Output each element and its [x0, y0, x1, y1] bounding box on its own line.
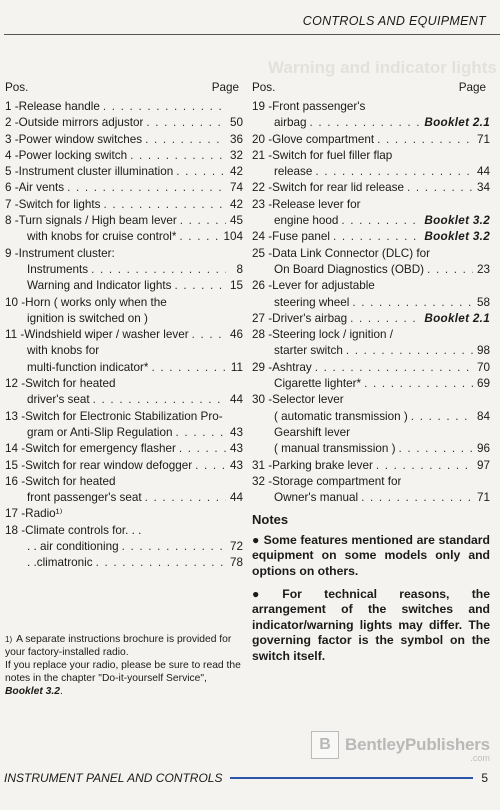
- item-text: with knobs for cruise control*: [27, 230, 177, 244]
- page-reference: 74: [229, 181, 243, 195]
- page-reference: 70: [476, 360, 490, 374]
- list-item-line: [252, 164, 490, 180]
- page-reference: Booklet 3.2: [424, 230, 490, 244]
- list-item-line: [5, 425, 243, 441]
- dot-leader: [376, 458, 473, 474]
- item-text: Air vents: [18, 181, 65, 195]
- item-text: Switch for rear window defogger: [25, 458, 193, 472]
- dot-leader: [67, 180, 226, 196]
- list-item-line: [252, 132, 490, 148]
- list-item-line: [252, 376, 490, 392]
- footnote-booklet-ref: Booklet 3.2: [5, 686, 60, 697]
- note-text: Some features mentioned are standard equipment on some models only and options on others.: [252, 532, 490, 578]
- item-text: engine hood: [274, 214, 339, 228]
- dot-leader: [176, 164, 226, 180]
- list-item-line: [252, 295, 490, 311]
- item-number: 15 -: [5, 458, 26, 472]
- list-item-line: [252, 343, 490, 359]
- page-reference: 72: [229, 540, 243, 554]
- dot-leader: [346, 343, 473, 359]
- list-item: [252, 197, 490, 230]
- list-item: [252, 99, 490, 132]
- list-item: [252, 360, 490, 393]
- publisher-logo: [311, 731, 490, 763]
- dot-leader: [145, 490, 226, 506]
- item-text: Front passenger's: [272, 100, 366, 113]
- item-number: 26 -: [252, 279, 273, 293]
- dot-leader: [176, 425, 226, 441]
- item-text: Switch for heated: [25, 377, 116, 391]
- item-text: Warning and Indicator lights: [27, 279, 172, 293]
- item-text: . . air conditioning: [27, 540, 119, 554]
- item-number: 31 -: [252, 458, 273, 472]
- list-item-line: [5, 115, 243, 131]
- dot-leader: [103, 99, 226, 115]
- dot-leader: [310, 115, 422, 131]
- list-item-line: [5, 311, 243, 327]
- page-reference: 71: [476, 491, 490, 505]
- item-text: starter switch: [274, 344, 343, 358]
- page-reference: 32: [229, 148, 243, 162]
- item-text: Data Link Connector (DLC) for: [272, 246, 430, 260]
- list-item-line: [252, 278, 490, 294]
- footnote-line2: If you replace your radio, please be sure to read the notes in the chapter "Do-it-yourself Service",: [5, 660, 241, 684]
- dot-leader: [103, 197, 226, 213]
- list-item-line: [252, 474, 490, 490]
- page-reference: 34: [476, 181, 490, 195]
- item-text: Lever for adjustable: [272, 279, 375, 293]
- list-item-line: [5, 164, 243, 180]
- list-item: [5, 506, 243, 522]
- page-reference: 44: [229, 491, 243, 505]
- list-item-line: [5, 213, 243, 229]
- list-item: [5, 327, 243, 376]
- list-item-line: [5, 327, 243, 343]
- page-footer: [4, 770, 488, 786]
- item-text: Glove compartment: [272, 132, 375, 146]
- dot-leader: [122, 539, 226, 555]
- item-text: Instrument cluster:: [18, 246, 115, 260]
- note-item: [252, 587, 490, 664]
- list-item-line: [5, 490, 243, 506]
- list-item-line: [5, 197, 243, 213]
- item-text: Gearshift lever: [274, 425, 350, 439]
- page-label: Page: [211, 81, 239, 94]
- list-item: [252, 278, 490, 311]
- item-text: Selector lever: [272, 393, 344, 407]
- page-reference: 45: [229, 214, 243, 228]
- page-reference: 44: [229, 393, 243, 407]
- item-text: . .climatronic: [27, 556, 93, 570]
- note-item: [252, 533, 490, 579]
- list-item-line: [252, 392, 490, 408]
- list-item-line: [252, 425, 490, 441]
- dot-leader: [427, 262, 473, 278]
- item-text: release: [274, 165, 313, 179]
- footnote-end: .: [59, 686, 63, 697]
- page-reference: 58: [476, 295, 490, 309]
- list-item-line: [5, 262, 243, 278]
- list-item-line: [252, 262, 490, 278]
- list-item: [5, 409, 243, 442]
- item-text: Instruments: [27, 262, 89, 276]
- list-item: [252, 229, 490, 245]
- item-number: 30 -: [252, 393, 273, 407]
- item-number: 24 -: [252, 230, 273, 244]
- list-item: [252, 327, 490, 360]
- item-text: Release handle: [18, 100, 100, 113]
- item-text: airbag: [274, 116, 307, 130]
- right-item-list: [252, 99, 490, 506]
- item-text: Power window switches: [18, 132, 143, 146]
- item-text: ( automatic transmission ): [274, 409, 408, 423]
- list-item-line: [5, 278, 243, 294]
- page-reference: 11: [230, 360, 243, 374]
- item-text: ignition is switched on ): [27, 311, 148, 325]
- item-text: ( manual transmission ): [274, 442, 396, 456]
- list-item: [5, 458, 243, 474]
- item-text: Windshield wiper / washer lever: [24, 328, 189, 342]
- item-number: 27 -: [252, 311, 273, 325]
- list-item: [5, 148, 243, 164]
- list-item: [5, 295, 243, 328]
- page-reference: 46: [229, 328, 243, 342]
- dot-leader: [130, 148, 226, 164]
- item-number: 19 -: [252, 100, 273, 113]
- list-item: [5, 246, 243, 295]
- list-item: [252, 392, 490, 457]
- dot-leader: [151, 360, 226, 376]
- item-text: Switch for fuel filler flap: [272, 148, 393, 162]
- list-item: [5, 197, 243, 213]
- item-number: 17 -: [5, 507, 26, 521]
- item-text: front passenger's seat: [27, 491, 142, 505]
- item-number: 13 -: [5, 409, 26, 423]
- dot-leader: [377, 132, 473, 148]
- list-item-line: [5, 474, 243, 490]
- item-number: 11 -: [5, 328, 25, 342]
- publisher-logo-name: BentleyPublishers: [345, 735, 490, 754]
- page-reference: 50: [229, 116, 243, 130]
- page-reference: 96: [476, 442, 490, 456]
- list-item: [5, 441, 243, 457]
- footer-title: INSTRUMENT PANEL AND CONTROLS: [4, 771, 223, 785]
- item-text: Driver's airbag: [272, 311, 348, 325]
- item-number: 22 -: [252, 181, 273, 195]
- list-item-line: [5, 392, 243, 408]
- item-number: 2 -: [5, 116, 19, 130]
- list-item-line: [5, 539, 243, 555]
- dot-leader: [174, 278, 226, 294]
- list-item-line: [252, 197, 490, 213]
- item-number: 32 -: [252, 474, 273, 488]
- list-item: [252, 132, 490, 148]
- list-item-line: [252, 213, 490, 229]
- bullet-icon: ●: [252, 586, 279, 601]
- dot-leader: [91, 262, 226, 278]
- dot-leader: [145, 132, 226, 148]
- item-text: Switch for lights: [18, 197, 101, 211]
- item-text: Release lever for: [272, 197, 361, 211]
- dot-leader: [146, 115, 226, 131]
- footnote-line1: A separate instructions brochure is provided for your factory-installed radio.: [5, 634, 232, 658]
- page-reference: 71: [476, 132, 490, 146]
- item-number: 5 -: [5, 165, 19, 179]
- publisher-logo-icon: B: [311, 731, 339, 759]
- item-text: Switch for Electronic Stabilization Pro-: [25, 409, 223, 423]
- footnote-mark: 1): [5, 635, 13, 644]
- list-item-line: [252, 409, 490, 425]
- item-text: Power locking switch: [18, 148, 128, 162]
- item-number: 4 -: [5, 148, 19, 162]
- page-reference: Booklet 3.2: [424, 214, 490, 228]
- page-reference: 44: [476, 165, 490, 179]
- list-item-line: [5, 441, 243, 457]
- page-reference: 15: [229, 279, 243, 293]
- bullet-icon: ●: [252, 532, 260, 547]
- page-number: 5: [481, 771, 488, 785]
- page-reference: 84: [476, 409, 490, 423]
- list-item-line: [5, 523, 243, 539]
- list-item-line: [5, 229, 243, 245]
- list-item-line: [252, 458, 490, 474]
- right-column-header: [252, 80, 490, 97]
- list-item: [5, 99, 243, 115]
- item-text: Cigarette lighter*: [274, 377, 362, 391]
- list-item: [252, 246, 490, 279]
- dot-leader: [315, 164, 473, 180]
- item-number: 10 -: [5, 295, 26, 309]
- dot-leader: [179, 441, 226, 457]
- list-item-line: [5, 180, 243, 196]
- publisher-logo-domain: .com: [470, 753, 490, 763]
- dot-leader: [179, 229, 220, 245]
- list-item: [252, 458, 490, 474]
- page-reference: 98: [476, 344, 490, 358]
- dot-leader: [195, 458, 226, 474]
- item-text: Outside mirrors adjustor: [18, 116, 144, 130]
- dot-leader: [361, 490, 473, 506]
- dot-leader: [180, 213, 226, 229]
- list-item: [5, 164, 243, 180]
- page-reference: 78: [229, 556, 243, 570]
- item-number: 9 -: [5, 246, 19, 260]
- list-item-line: [5, 458, 243, 474]
- bleed-heading: Warning and indicator lights: [268, 60, 497, 77]
- list-item-line: [5, 99, 243, 115]
- item-text: Turn signals / High beam lever: [18, 214, 177, 228]
- item-number: 28 -: [252, 328, 273, 342]
- item-number: 14 -: [5, 442, 26, 456]
- item-text: Owner's manual: [274, 491, 359, 505]
- header-divider: [4, 34, 500, 35]
- item-text: gram or Anti-Slip Regulation: [27, 425, 173, 439]
- list-item-line: [5, 246, 243, 262]
- left-item-list: [5, 99, 243, 572]
- list-item: [5, 115, 243, 131]
- dot-leader: [411, 409, 473, 425]
- list-item: [5, 474, 243, 507]
- list-item: [252, 148, 490, 181]
- page-label: Page: [458, 81, 486, 94]
- left-column: [5, 80, 243, 572]
- list-item-line: [5, 148, 243, 164]
- section-header-title: CONTROLS AND EQUIPMENT: [302, 14, 486, 28]
- item-number: 29 -: [252, 360, 273, 374]
- list-item: [5, 180, 243, 196]
- dot-leader: [192, 327, 226, 343]
- list-item-line: [252, 327, 490, 343]
- item-text: On Board Diagnostics (OBD): [274, 262, 425, 276]
- list-item-line: [252, 148, 490, 164]
- list-item: [5, 523, 243, 572]
- dot-leader: [407, 180, 473, 196]
- list-item: [5, 376, 243, 409]
- list-item-line: [5, 343, 243, 359]
- dot-leader: [333, 229, 421, 245]
- page-reference: 43: [229, 458, 243, 472]
- list-item: [252, 180, 490, 196]
- list-item-line: [5, 360, 243, 376]
- list-item: [252, 474, 490, 507]
- dot-leader: [341, 213, 421, 229]
- item-number: 20 -: [252, 132, 273, 146]
- page-reference: 42: [229, 165, 243, 179]
- item-number: 18 -: [5, 523, 26, 537]
- note-text: For technical reasons, the arrangement of the switches and indicator/warning lights may differ. The governing factor is the symbol on the switch itself.: [252, 586, 490, 663]
- item-text: Instrument cluster illumination: [18, 165, 174, 179]
- item-number: 1 -: [5, 100, 19, 113]
- item-text: Climate controls for. . .: [25, 523, 142, 537]
- list-item: [5, 213, 243, 246]
- list-item-line: [5, 295, 243, 311]
- footer-rule: [230, 777, 473, 779]
- item-text: steering wheel: [274, 295, 350, 309]
- list-item: [252, 311, 490, 327]
- list-item-line: [5, 409, 243, 425]
- list-item-line: [5, 506, 243, 522]
- page-reference: Booklet 2.1: [424, 311, 490, 325]
- page-reference: 8: [236, 262, 243, 276]
- item-text: Switch for emergency flasher: [25, 442, 176, 456]
- item-number: 25 -: [252, 246, 273, 260]
- dot-leader: [352, 295, 473, 311]
- item-text: driver's seat: [27, 393, 90, 407]
- item-number: 23 -: [252, 197, 273, 211]
- list-item-line: [5, 376, 243, 392]
- page-reference: 104: [223, 230, 243, 244]
- left-column-header: [5, 80, 243, 97]
- list-item-line: [252, 490, 490, 506]
- list-item-line: [5, 555, 243, 571]
- page-reference: 69: [476, 377, 490, 391]
- dot-leader: [93, 392, 226, 408]
- list-item-line: [252, 115, 490, 131]
- item-text: Storage compartment for: [272, 474, 402, 488]
- right-column: [252, 80, 490, 672]
- page-reference: 42: [229, 197, 243, 211]
- radio-footnote: [5, 633, 245, 698]
- page-reference: Booklet 2.1: [424, 116, 490, 130]
- notes-section: [252, 512, 490, 664]
- dot-leader: [315, 360, 473, 376]
- dot-leader: [96, 555, 226, 571]
- item-number: 3 -: [5, 132, 19, 146]
- item-number: 21 -: [252, 148, 273, 162]
- item-text: with knobs for: [27, 344, 100, 358]
- list-item-line: [252, 360, 490, 376]
- notes-title: Notes: [252, 512, 289, 528]
- item-text: Ashtray: [272, 360, 312, 374]
- pos-label: Pos.: [5, 81, 29, 94]
- page-reference: 23: [476, 262, 490, 276]
- item-number: 16 -: [5, 474, 26, 488]
- dot-leader: [398, 441, 473, 457]
- page-reference: 36: [229, 132, 243, 146]
- page-reference: 43: [229, 425, 243, 439]
- list-item-line: [252, 246, 490, 262]
- item-text: Parking brake lever: [272, 458, 373, 472]
- item-text: Fuse panel: [272, 230, 330, 244]
- item-text: multi-function indicator*: [27, 360, 149, 374]
- dot-leader: [350, 311, 421, 327]
- item-number: 6 -: [5, 181, 19, 195]
- dot-leader: [364, 376, 473, 392]
- pos-label: Pos.: [252, 81, 276, 94]
- item-number: 8 -: [5, 214, 19, 228]
- list-item-line: [5, 132, 243, 148]
- item-number: 7 -: [5, 197, 19, 211]
- list-item-line: [252, 99, 490, 115]
- page-reference: 97: [476, 458, 490, 472]
- list-item-line: [252, 180, 490, 196]
- item-number: 12 -: [5, 377, 26, 391]
- item-text: Switch for heated: [25, 474, 116, 488]
- item-text: Steering lock / ignition /: [272, 328, 393, 342]
- item-text: Switch for rear lid release: [272, 181, 405, 195]
- list-item: [5, 132, 243, 148]
- item-text: Horn ( works only when the: [25, 295, 167, 309]
- item-text: Radio¹⁾: [25, 507, 63, 521]
- list-item-line: [252, 311, 490, 327]
- page-reference: 43: [229, 442, 243, 456]
- list-item-line: [252, 441, 490, 457]
- list-item-line: [252, 229, 490, 245]
